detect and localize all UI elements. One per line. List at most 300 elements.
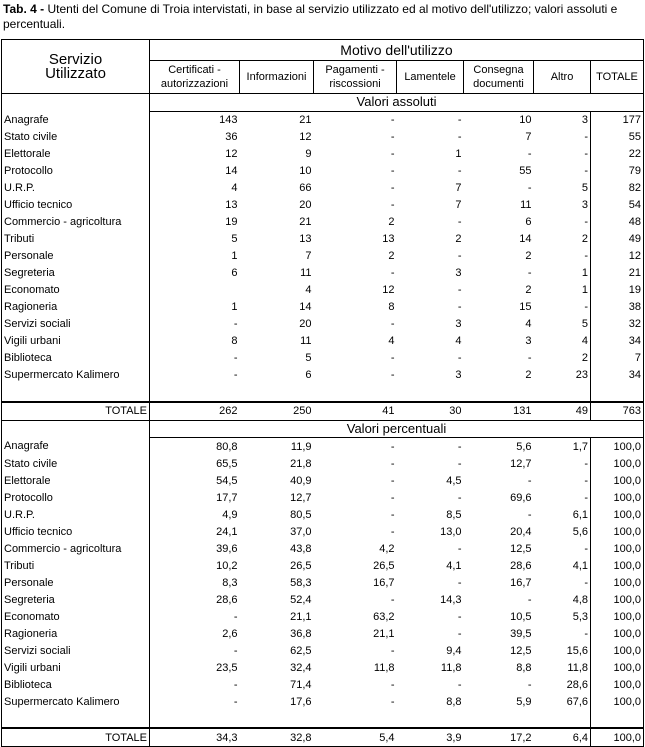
row-value: 21 <box>591 265 644 282</box>
row-label: Tributi <box>2 231 150 248</box>
table-row <box>2 265 644 282</box>
row-value: - <box>457 301 462 313</box>
row-value: 8,8 <box>446 695 462 708</box>
row-value: 39,5 <box>510 627 532 640</box>
row-value: 1,7 <box>534 438 591 456</box>
row-label: Ragioneria <box>2 625 150 642</box>
spacer-row <box>2 384 644 402</box>
row-value: - <box>527 508 532 521</box>
row-value: 4,1 <box>534 557 591 574</box>
row-value: 62,5 <box>290 644 312 657</box>
row-label: Supermercato Kalimero <box>2 367 150 384</box>
table-row <box>2 248 644 265</box>
row-value: 80,5 <box>290 508 312 521</box>
row-value: 10,5 <box>510 610 532 623</box>
row-value: 7 <box>455 182 462 194</box>
total-value: 49 <box>534 402 591 421</box>
spacer-cell <box>150 384 240 402</box>
row-value: 11,8 <box>534 659 591 676</box>
row-value: - <box>390 318 395 330</box>
row-value: 2,6 <box>222 627 238 640</box>
row-value: 100,0 <box>591 472 644 489</box>
row-value: 6 <box>231 267 238 279</box>
row-value: 5 <box>305 352 312 364</box>
total-value: 3,9 <box>397 728 464 747</box>
row-value: - <box>233 644 238 657</box>
row-value: 26,5 <box>373 559 395 572</box>
row-value: 43,8 <box>290 542 312 555</box>
table-row <box>2 455 644 472</box>
caption-label: Tab. 4 - <box>3 2 45 16</box>
row-value: 5,6 <box>516 440 532 453</box>
row-label: Servizi sociali <box>2 642 150 659</box>
column-header <box>314 61 397 94</box>
row-value: - <box>527 148 532 160</box>
row-value: 14,3 <box>440 593 462 606</box>
row-value: - <box>527 474 532 487</box>
table-row <box>2 299 644 316</box>
row-label: Vigili urbani <box>2 333 150 350</box>
section-title: Valori percentuali <box>150 420 644 438</box>
row-value: 7 <box>591 350 644 367</box>
row-label: Protocollo <box>2 163 150 180</box>
row-label: Biblioteca <box>2 350 150 367</box>
row-value: 7 <box>305 250 312 262</box>
row-value: 13,0 <box>440 525 462 538</box>
row-label: Personale <box>2 574 150 591</box>
total-row <box>2 728 644 747</box>
row-value: 34 <box>591 333 644 350</box>
row-value: - <box>534 472 591 489</box>
row-value: 10,2 <box>216 559 238 572</box>
row-value: - <box>457 131 462 143</box>
table-caption <box>3 2 643 32</box>
table-row <box>2 214 644 231</box>
column-header <box>591 61 644 94</box>
row-value: 34 <box>591 367 644 384</box>
row-value: - <box>233 610 238 623</box>
row-value: 100,0 <box>591 455 644 472</box>
row-value: 4,5 <box>446 474 462 487</box>
total-value: 41 <box>314 402 397 421</box>
total-value: 763 <box>591 402 644 421</box>
row-value: 11,8 <box>440 661 462 674</box>
row-label: Segreteria <box>2 265 150 282</box>
row-value: 63,2 <box>373 610 395 623</box>
row-value: 28,6 <box>510 559 532 572</box>
table-row <box>2 591 644 608</box>
row-value: 16,7 <box>510 576 532 589</box>
row-value: 19 <box>591 282 644 299</box>
row-label: Tributi <box>2 557 150 574</box>
row-label: Anagrafe <box>2 438 150 456</box>
total-value: 5,4 <box>314 728 397 747</box>
row-value: - <box>233 678 238 691</box>
row-value: 8,3 <box>222 576 238 589</box>
row-value: 6 <box>305 369 312 381</box>
row-value: - <box>390 165 395 177</box>
row-label: Protocollo <box>2 489 150 506</box>
row-value: 100,0 <box>591 557 644 574</box>
row-value: 79 <box>591 163 644 180</box>
section-title-spacer <box>2 94 150 112</box>
table-row <box>2 180 644 197</box>
section-title-row <box>2 94 644 112</box>
table-row <box>2 129 644 146</box>
row-value: 12,7 <box>290 491 312 504</box>
table-row <box>2 523 644 540</box>
row-value: 1 <box>231 250 238 262</box>
row-value: 13 <box>225 199 238 211</box>
row-value: - <box>390 593 395 606</box>
row-value: 5 <box>534 316 591 333</box>
table-row <box>2 557 644 574</box>
row-value: 15,6 <box>534 642 591 659</box>
row-value: - <box>527 267 532 279</box>
row-value: 32,4 <box>290 661 312 674</box>
row-value: 2 <box>525 284 532 296</box>
row-value: 177 <box>591 111 644 129</box>
row-label: Anagrafe <box>2 111 150 129</box>
row-label: Stato civile <box>2 455 150 472</box>
row-value <box>150 282 240 299</box>
row-value: 10 <box>299 165 312 177</box>
row-value: 1 <box>231 301 238 313</box>
row-label: Stato civile <box>2 129 150 146</box>
row-value: 20 <box>299 199 312 211</box>
row-label: U.R.P. <box>2 506 150 523</box>
row-value: 2 <box>388 250 395 262</box>
row-value: - <box>390 114 395 126</box>
row-value: 100,0 <box>591 540 644 557</box>
spacer-cell <box>240 710 314 728</box>
row-value: 6,1 <box>534 506 591 523</box>
row-value: 40,9 <box>290 474 312 487</box>
row-value: 21 <box>299 216 312 228</box>
row-value: 4 <box>534 333 591 350</box>
table-row <box>2 367 644 384</box>
row-value: - <box>457 627 462 640</box>
row-value: - <box>457 216 462 228</box>
row-value: 4,1 <box>446 559 462 572</box>
row-value: 10 <box>519 114 532 126</box>
row-value: - <box>457 114 462 126</box>
row-label: Elettorale <box>2 146 150 163</box>
total-value: 131 <box>464 402 534 421</box>
column-header-line: documenti <box>473 78 524 90</box>
row-value: 4,8 <box>534 591 591 608</box>
row-value: 12,5 <box>510 644 532 657</box>
row-value: 11,9 <box>290 440 312 453</box>
table-row <box>2 506 644 523</box>
column-header-line: riscossioni <box>329 78 381 90</box>
row-value: 11 <box>300 267 312 279</box>
servizio-header-line2: Utilizzato <box>45 64 106 82</box>
row-value: - <box>457 542 462 555</box>
row-value: 5 <box>231 233 238 245</box>
section-title-row <box>2 420 644 438</box>
row-value: - <box>534 455 591 472</box>
column-header-line: Consegna <box>473 64 524 76</box>
row-value: 15 <box>519 301 532 313</box>
column-header <box>534 61 591 94</box>
row-value: 19 <box>225 216 238 228</box>
row-label: Commercio - agricoltura <box>2 540 150 557</box>
row-value: - <box>390 369 395 381</box>
row-value: 55 <box>591 129 644 146</box>
table-row <box>2 472 644 489</box>
table-row <box>2 608 644 625</box>
row-value: - <box>390 474 395 487</box>
row-value: 2 <box>534 350 591 367</box>
row-value: - <box>457 678 462 691</box>
total-value: 250 <box>240 402 314 421</box>
row-value: 12 <box>591 248 644 265</box>
row-value: 14 <box>225 165 238 177</box>
spacer-cell <box>150 710 240 728</box>
row-value: 12,5 <box>510 542 532 555</box>
row-value: 24,1 <box>216 525 238 538</box>
row-value: 9 <box>305 148 312 160</box>
table-row <box>2 316 644 333</box>
row-value: 16,7 <box>373 576 395 589</box>
column-header-line: Altro <box>550 71 574 83</box>
row-value: - <box>527 352 532 364</box>
column-header-line: Informazioni <box>246 71 307 83</box>
row-value: - <box>527 182 532 194</box>
row-value: 52,4 <box>290 593 312 606</box>
total-value: 32,8 <box>240 728 314 747</box>
row-label: Vigili urbani <box>2 659 150 676</box>
row-value: 11 <box>520 199 532 211</box>
row-value: - <box>390 131 395 143</box>
row-value: 4 <box>388 335 395 347</box>
row-value: 22 <box>591 146 644 163</box>
table-row <box>2 163 644 180</box>
row-value: 12,7 <box>510 457 532 470</box>
total-value: 17,2 <box>464 728 534 747</box>
spacer-cell <box>240 384 314 402</box>
row-value: - <box>233 352 238 364</box>
row-label: Servizi sociali <box>2 316 150 333</box>
row-value: 2 <box>534 231 591 248</box>
spacer-cell <box>591 710 644 728</box>
row-value: - <box>390 644 395 657</box>
row-value: 21 <box>299 114 312 126</box>
table-row <box>2 333 644 350</box>
row-value: 4,2 <box>379 542 395 555</box>
row-value: 20 <box>299 318 312 330</box>
row-value: 1 <box>534 265 591 282</box>
row-value: - <box>457 610 462 623</box>
row-value: 100,0 <box>591 591 644 608</box>
row-value: 4 <box>525 318 532 330</box>
row-value: 26,5 <box>290 559 312 572</box>
row-label: Biblioteca <box>2 676 150 693</box>
row-value: - <box>534 299 591 316</box>
row-value: 48 <box>591 214 644 231</box>
table-row <box>2 540 644 557</box>
row-value: 3 <box>455 318 462 330</box>
spacer-cell <box>397 384 464 402</box>
table-row <box>2 659 644 676</box>
row-value: 100,0 <box>591 625 644 642</box>
row-value: - <box>534 489 591 506</box>
row-value: - <box>457 352 462 364</box>
row-value: - <box>457 165 462 177</box>
row-value: 9,4 <box>446 644 462 657</box>
section-title: Valori assoluti <box>150 94 644 112</box>
row-value: 3 <box>534 197 591 214</box>
column-header-line: Certificati - <box>168 64 221 76</box>
row-value: - <box>457 284 462 296</box>
row-value: 11,8 <box>373 661 395 674</box>
total-value: 262 <box>150 402 240 421</box>
row-value: 8,8 <box>516 661 532 674</box>
column-header-line: TOTALE <box>596 71 638 83</box>
row-value: - <box>390 199 395 211</box>
table-row <box>2 642 644 659</box>
total-value: 34,3 <box>150 728 240 747</box>
row-value: - <box>390 182 395 194</box>
servizio-header-line1: Servizio <box>48 50 103 68</box>
row-value: 2 <box>525 250 532 262</box>
row-value: 12 <box>382 284 395 296</box>
row-value: 100,0 <box>591 523 644 540</box>
column-header <box>240 61 314 94</box>
row-label: Ragioneria <box>2 299 150 316</box>
row-value: 17,6 <box>290 695 312 708</box>
row-value: - <box>527 678 532 691</box>
row-value: 55 <box>519 165 532 177</box>
row-value: 65,5 <box>216 457 238 470</box>
row-value: - <box>390 491 395 504</box>
row-value: 1 <box>455 148 462 160</box>
row-value: 100,0 <box>591 693 644 710</box>
table-row <box>2 282 644 299</box>
row-value: 3 <box>525 335 532 347</box>
row-value: 17,7 <box>216 491 238 504</box>
row-value: - <box>534 129 591 146</box>
row-label: Personale <box>2 248 150 265</box>
row-value: 4 <box>455 335 462 347</box>
table-row <box>2 197 644 214</box>
row-value: 12 <box>225 148 238 160</box>
row-value: - <box>457 457 462 470</box>
table-row <box>2 693 644 710</box>
row-value: 8 <box>231 335 238 347</box>
spacer-cell <box>464 710 534 728</box>
row-value: 100,0 <box>591 438 644 456</box>
row-value: - <box>390 525 395 538</box>
spacer-cell <box>2 710 150 728</box>
row-value: - <box>534 540 591 557</box>
row-value: 66 <box>299 182 312 194</box>
row-value: - <box>390 678 395 691</box>
table-row <box>2 111 644 129</box>
row-value: 2 <box>455 233 462 245</box>
row-value: - <box>390 148 395 160</box>
row-value: 36,8 <box>290 627 312 640</box>
row-value: 7 <box>525 131 532 143</box>
row-value: 28,6 <box>216 593 238 606</box>
row-value: 54 <box>591 197 644 214</box>
row-label: Supermercato Kalimero <box>2 693 150 710</box>
row-value: - <box>534 574 591 591</box>
row-value: 1 <box>534 282 591 299</box>
total-value: 30 <box>397 402 464 421</box>
row-value: 8 <box>388 301 395 313</box>
row-value: 4 <box>305 284 312 296</box>
column-header-line: autorizzazioni <box>160 78 229 90</box>
row-value: 12 <box>299 131 312 143</box>
row-value: 100,0 <box>591 642 644 659</box>
row-value: 5,6 <box>534 523 591 540</box>
table-row <box>2 146 644 163</box>
row-value: 23 <box>534 367 591 384</box>
spacer-cell <box>534 710 591 728</box>
column-header-line: Pagamenti - <box>325 64 385 76</box>
row-value: 100,0 <box>591 574 644 591</box>
row-value: 32 <box>591 316 644 333</box>
row-value: 28,6 <box>534 676 591 693</box>
row-value: - <box>534 248 591 265</box>
total-label: TOTALE <box>2 402 150 421</box>
table-row <box>2 350 644 367</box>
row-value: - <box>527 593 532 606</box>
row-value: 4 <box>231 182 238 194</box>
total-label: TOTALE <box>2 728 150 747</box>
row-value: 13 <box>299 233 312 245</box>
data-table <box>1 39 644 747</box>
row-value: 39,6 <box>216 542 238 555</box>
row-value: - <box>390 267 395 279</box>
row-label: Economato <box>2 282 150 299</box>
row-value: 13 <box>382 233 395 245</box>
row-value: - <box>390 457 395 470</box>
row-value: 82 <box>591 180 644 197</box>
row-value: 21,8 <box>290 457 312 470</box>
row-value: 11 <box>300 335 312 347</box>
row-value: 69,6 <box>510 491 532 504</box>
row-value: - <box>233 369 238 381</box>
row-value: - <box>390 352 395 364</box>
row-value: 143 <box>219 114 238 126</box>
row-value: 37,0 <box>290 525 312 538</box>
row-value: 14 <box>519 233 532 245</box>
row-value: 100,0 <box>591 659 644 676</box>
header-row-top <box>2 40 644 61</box>
row-value: - <box>390 695 395 708</box>
spacer-cell <box>314 384 397 402</box>
row-value: - <box>233 318 238 330</box>
spacer-row <box>2 710 644 728</box>
row-label: Elettorale <box>2 472 150 489</box>
table-row <box>2 676 644 693</box>
row-value: 2 <box>388 216 395 228</box>
spacer-cell <box>591 384 644 402</box>
row-value: 5 <box>534 180 591 197</box>
spacer-cell <box>534 384 591 402</box>
spacer-cell <box>464 384 534 402</box>
motivo-header: Motivo dell'utilizzo <box>150 40 644 61</box>
row-value: 5,3 <box>534 608 591 625</box>
row-value: 20,4 <box>510 525 532 538</box>
row-value: 58,3 <box>290 576 312 589</box>
column-header <box>397 61 464 94</box>
table-row <box>2 438 644 456</box>
column-header <box>464 61 534 94</box>
